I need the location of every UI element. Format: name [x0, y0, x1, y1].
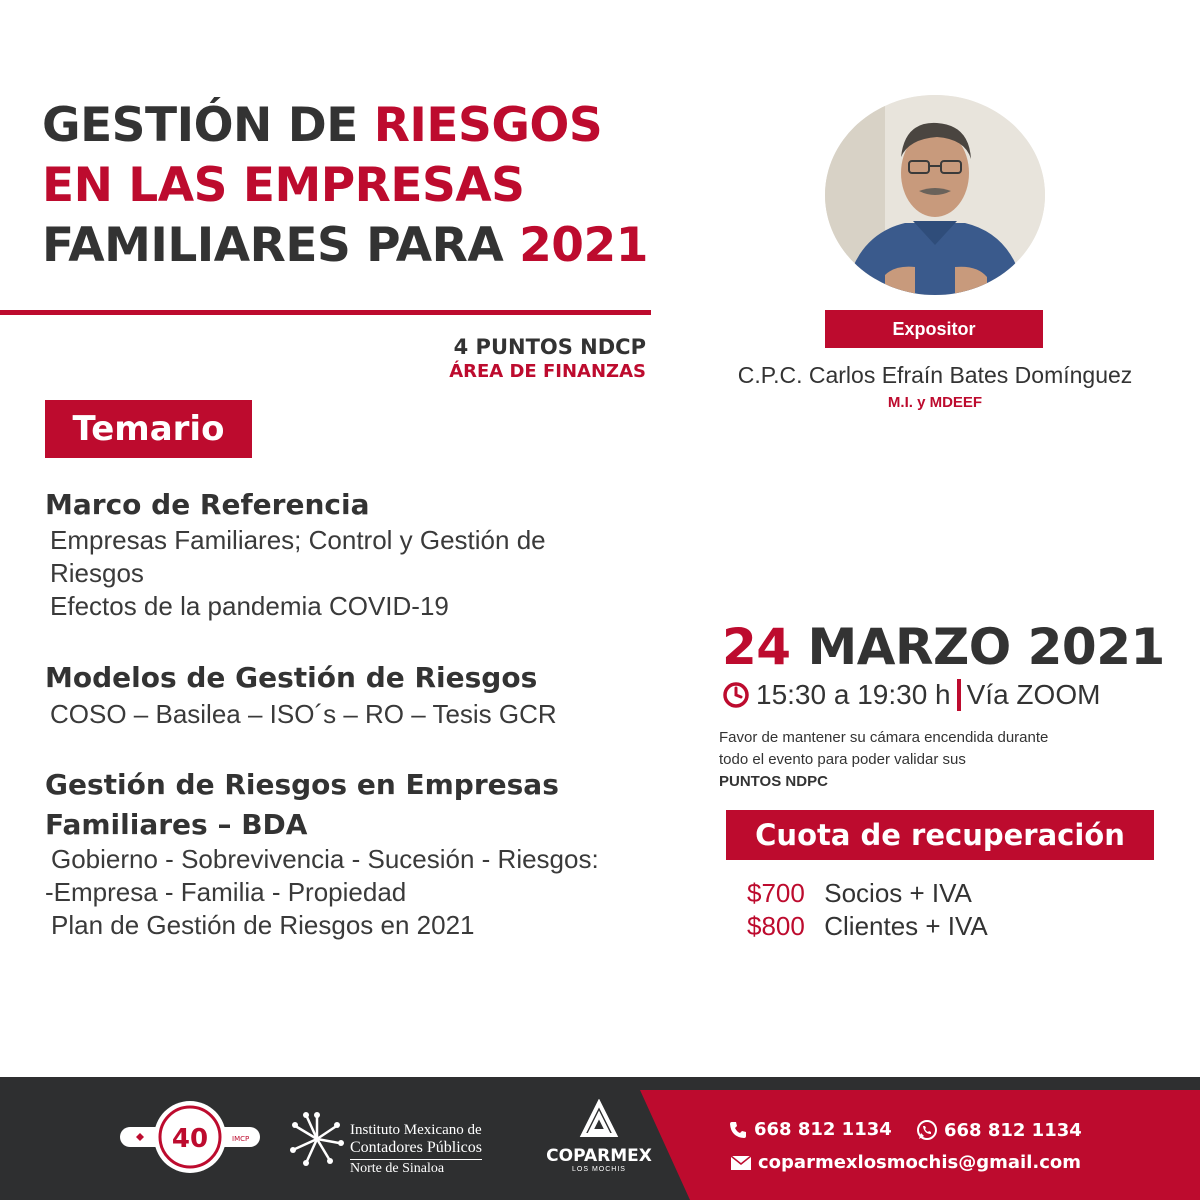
topic-line: Efectos de la pandemia COVID-19 — [50, 591, 449, 621]
credit-area: ÁREA DE FINANZAS — [449, 361, 646, 382]
anniversary-badge-graphic — [120, 1097, 260, 1177]
title-line-2: EN LAS EMPRESAS — [42, 158, 525, 213]
credit-points: 4 PUNTOS NDCP — [453, 335, 646, 359]
badge-number: 40 — [171, 1124, 209, 1154]
topic-line: Empresas Familiares; Control y Gestión de — [50, 525, 546, 555]
section-body-gestion — [45, 843, 599, 942]
page-title — [42, 96, 682, 276]
footer — [0, 1077, 1200, 1200]
speaker-photo — [825, 95, 1045, 295]
coparmex-logo-graphic — [577, 1099, 621, 1139]
title-line-1 — [42, 96, 682, 156]
anniversary-badge — [120, 1097, 260, 1177]
coparmex-name: COPARMEX — [546, 1146, 652, 1166]
note-line: Favor de mantener su cámara encendida durante — [719, 729, 1049, 746]
price-row — [747, 877, 972, 910]
imcp-logo — [285, 1109, 349, 1169]
temario-label: Temario — [45, 400, 252, 458]
section-title-marco: Marco de Referencia — [45, 488, 370, 521]
imcp-line: Contadores Públicos — [350, 1139, 482, 1160]
camera-note — [719, 727, 1159, 793]
title-divider — [0, 310, 651, 315]
section-title-modelos: Modelos de Gestión de Riesgos — [45, 661, 538, 694]
price-description: Clientes + IVA — [824, 911, 988, 941]
section-title-line: Gestión de Riesgos en Empresas — [45, 768, 559, 801]
price-amount: $700 — [747, 878, 805, 908]
badge-text: IMCP — [232, 1135, 250, 1143]
mail-icon — [730, 1155, 752, 1171]
title-year: 2021 — [519, 218, 648, 273]
coparmex-logo — [540, 1099, 658, 1189]
event-day: 24 — [722, 618, 791, 676]
event-time — [722, 676, 1100, 714]
note-line — [719, 749, 1159, 793]
coparmex-sub: LOS MOCHIS — [572, 1166, 626, 1173]
section-title-line: Familiares – BDA — [45, 808, 308, 841]
speaker-portrait — [825, 95, 1045, 295]
note-emphasis: PUNTOS NDPC — [719, 773, 828, 790]
topic-line: -Empresa - Familia - Propiedad — [45, 877, 407, 907]
topic-line: Plan de Gestión de Riesgos en 2021 — [51, 910, 475, 940]
event-platform: Vía ZOOM — [966, 679, 1101, 710]
title-highlight: RIESGOS — [373, 98, 603, 153]
event-month-year: MARZO 2021 — [807, 618, 1165, 676]
phone-number: 668 812 1134 — [754, 1119, 892, 1140]
title-text: FAMILIARES PARA — [42, 218, 520, 273]
imcp-name — [350, 1121, 482, 1178]
event-time-text: 15:30 a 19:30 h — [756, 679, 951, 710]
note-text: todo el evento para poder validar sus — [719, 751, 966, 768]
clock-icon — [722, 681, 750, 709]
title-line-3 — [42, 216, 682, 276]
time-separator — [957, 679, 961, 711]
whatsapp-contact[interactable] — [916, 1119, 1082, 1141]
imcp-line: Instituto Mexicano de — [350, 1122, 482, 1138]
topic-line: Riesgos — [50, 558, 144, 588]
title-text: GESTIÓN DE — [42, 98, 374, 153]
topic-line: Gobierno - Sobrevivencia - Sucesión - Riesgos: — [51, 844, 599, 874]
email-contact[interactable] — [730, 1152, 1081, 1173]
price-description: Socios + IVA — [824, 878, 972, 908]
phone-contact[interactable] — [728, 1119, 892, 1140]
pricing-label: Cuota de recuperación — [726, 810, 1154, 860]
section-body-modelos — [50, 698, 557, 731]
speaker-name: C.P.C. Carlos Efraín Bates Domínguez — [737, 362, 1133, 388]
section-title-gestion — [45, 765, 559, 845]
price-amount: $800 — [747, 911, 805, 941]
imcp-logo-graphic — [285, 1109, 349, 1169]
price-row — [747, 910, 988, 943]
event-date — [722, 614, 1165, 680]
credits-info — [449, 334, 646, 384]
expositor-label: Expositor — [825, 310, 1043, 348]
phone-icon — [728, 1120, 748, 1140]
whatsapp-number: 668 812 1134 — [944, 1119, 1082, 1141]
section-body-marco — [50, 524, 546, 623]
topic-line: COSO – Basilea – ISO´s – RO – Tesis GCR — [50, 699, 557, 729]
imcp-line: Norte de Sinaloa — [350, 1161, 445, 1176]
whatsapp-icon — [916, 1119, 938, 1141]
speaker-degree: M.I. y MDEEF — [887, 394, 983, 411]
email-address: coparmexlosmochis@gmail.com — [758, 1152, 1082, 1173]
